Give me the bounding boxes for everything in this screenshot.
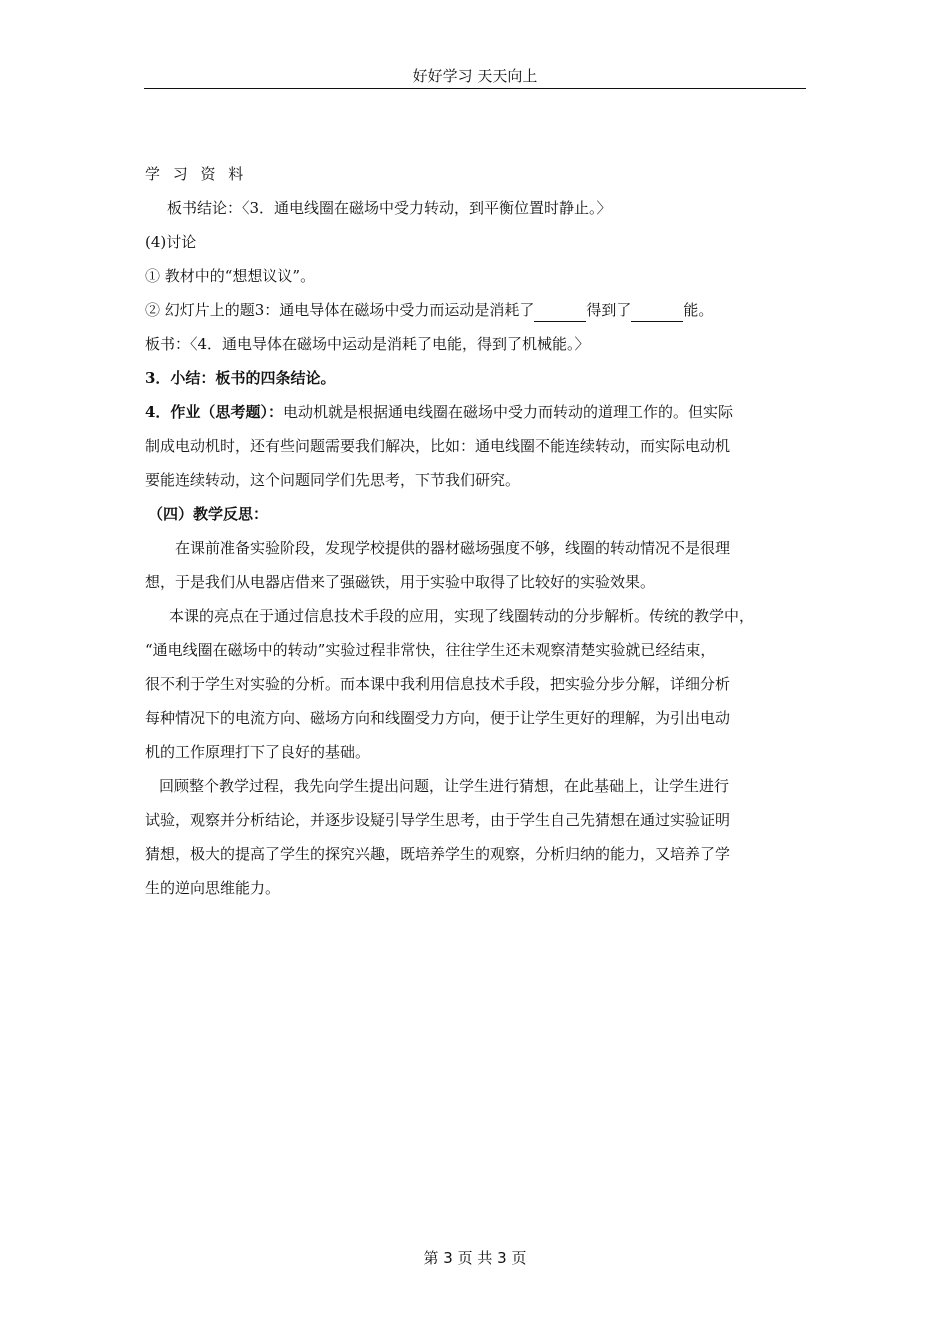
study-label: 学 习 资 料 (145, 165, 248, 183)
document-body (145, 157, 813, 905)
paragraph-1-line-2: 想，于是我们从电器店借来了强磁铁，用于实验中取得了比较好的实验效果。 (145, 573, 656, 591)
discussion-item-2 (145, 293, 813, 327)
paragraph-2-line-2: “通电线圈在磁场中的转动”实验过程非常快，往往学生还未观察清楚实验就已经结束， (145, 641, 716, 659)
homework-line-1 (145, 395, 813, 429)
discussion-item-2-suffix: 能。 (683, 301, 714, 319)
discussion-item-1: ① 教材中的“想想议议”。 (145, 267, 316, 285)
paragraph-2-line-3: 很不利于学生对实验的分析。而本课中我利用信息技术手段，把实验分步分解，详细分析 (145, 675, 731, 693)
board-note-4: 板书：〈4．通电导体在磁场中运动是消耗了电能，得到了机械能。〉 (145, 335, 590, 353)
paragraph-2-line-4: 每种情况下的电流方向、磁场方向和线圈受力方向，便于让学生更好的理解，为引出电动 (145, 709, 731, 727)
board-conclusion-3: 板书结论：〈3．通电线圈在磁场中受力转动，到平衡位置时静止。〉 (167, 199, 612, 217)
homework-line-3: 要能连续转动，这个问题同学们先思考，下节我们研究。 (145, 471, 521, 489)
homework-label: 4．作业（思考题）： (145, 403, 283, 421)
homework-line-2: 制成电动机时，还有些问题需要我们解决，比如：通电线圈不能连续转动，而实际电动机 (145, 437, 731, 455)
paragraph-3-line-4: 生的逆向思维能力。 (145, 879, 281, 897)
discussion-item-2-prefix: ② 幻灯片上的题3：通电导体在磁场中受力而运动是消耗了 (145, 301, 535, 319)
paragraph-2-line-1: 本课的亮点在于通过信息技术手段的应用，实现了线圈转动的分步解析。传统的教学中， (169, 607, 755, 625)
homework-text-1: 电动机就是根据通电线圈在磁场中受力而转动的道理工作的。但实际 (282, 403, 733, 421)
paragraph-3-line-3: 猜想，极大的提高了学生的探究兴趣，既培养学生的观察，分析归纳的能力，又培养了学 (145, 845, 731, 863)
paragraph-1-line-1: 在课前准备实验阶段，发现学校提供的器材磁场强度不够，线圈的转动情况不是很理 (175, 539, 731, 557)
paragraph-2-line-5: 机的工作原理打下了良好的基础。 (145, 743, 371, 761)
reflection-title: （四）教学反思： (148, 505, 269, 523)
summary-heading: 3．小结：板书的四条结论。 (145, 369, 336, 387)
page-header: 好好学习 天天向上 (412, 67, 538, 85)
paragraph-3-line-2: 试验，观察并分析结论，并逐步设疑引导学生思考，由于学生自己先猜想在通过实验证明 (145, 811, 731, 829)
paragraph-3-line-1: 回顾整个教学过程，我先向学生提出问题，让学生进行猜想，在此基础上，让学生进行 (159, 777, 730, 795)
fill-blank-1 (534, 301, 586, 322)
header-divider (144, 88, 806, 89)
fill-blank-2 (631, 301, 683, 322)
discussion-title: (4)讨论 (145, 233, 197, 251)
discussion-item-2-mid: 得到了 (586, 301, 632, 319)
page-footer: 第 3 页 共 3 页 (423, 1249, 527, 1267)
